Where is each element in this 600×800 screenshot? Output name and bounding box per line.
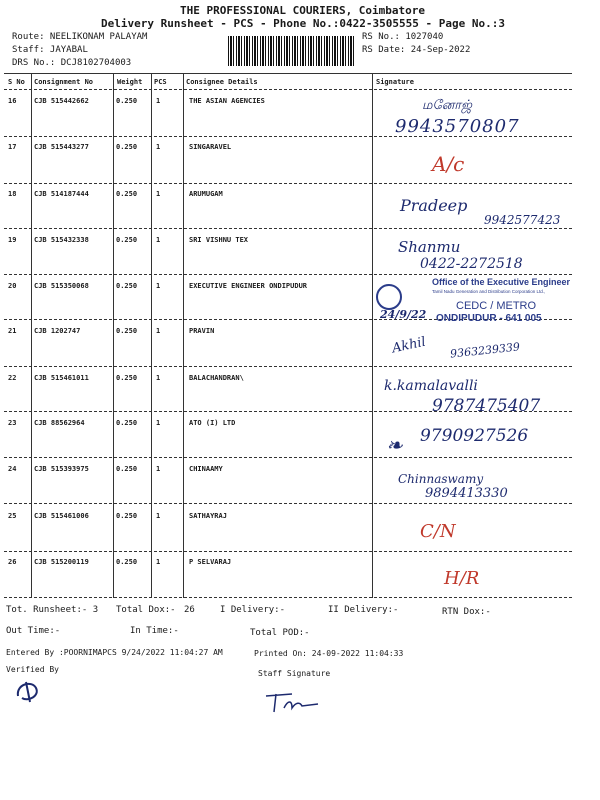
row-pcs: 1 bbox=[156, 465, 161, 473]
col-consignment: Consignment No bbox=[34, 78, 94, 86]
row-consignment: CJB 515350068 bbox=[34, 282, 89, 290]
row-pcs: 1 bbox=[156, 419, 161, 427]
row-divider bbox=[4, 228, 572, 229]
row-sno: 20 bbox=[8, 282, 17, 290]
row-weight: 0.250 bbox=[116, 558, 138, 566]
row-weight: 0.250 bbox=[116, 143, 138, 151]
tot-runsheet: Tot. Runsheet:- 3 bbox=[6, 605, 99, 615]
signature-23-phone: 9790927526 bbox=[420, 426, 529, 446]
company-title: THE PROFESSIONAL COURIERS, Coimbatore bbox=[180, 4, 426, 17]
row-weight: 0.250 bbox=[116, 282, 138, 290]
signature-21-phone: 9363239339 bbox=[449, 340, 521, 361]
seal-icon bbox=[376, 284, 402, 310]
stamp-line-2: Tamil Nadu Generation and Distribution Corporation Ltd., bbox=[432, 289, 546, 294]
row-consignee: P SELVARAJ bbox=[189, 558, 232, 566]
out-time: Out Time:- bbox=[6, 626, 61, 636]
entered-by: Entered By :POORNIMAPCS 9/24/2022 11:04:27 AM bbox=[6, 648, 223, 657]
row-consignment: CJB 515432338 bbox=[34, 236, 89, 244]
verified-by: Verified By bbox=[6, 665, 59, 674]
row-sno: 26 bbox=[8, 558, 17, 566]
row-weight: 0.250 bbox=[116, 97, 138, 105]
row-weight: 0.250 bbox=[116, 190, 138, 198]
col-weight: Weight bbox=[117, 78, 143, 86]
signature-25: C/N bbox=[420, 521, 456, 542]
signature-16-name: மனோஜ் bbox=[422, 98, 472, 113]
row-consignment: CJB 515393975 bbox=[34, 465, 89, 473]
row-consignee: ATO (I) LTD bbox=[189, 419, 236, 427]
row-weight: 0.250 bbox=[116, 327, 138, 335]
col-sno: S No bbox=[8, 78, 25, 86]
signature-19-name: Shanmu bbox=[398, 238, 461, 256]
route: Route: NEELIKONAM PALAYAM bbox=[12, 32, 148, 42]
row-pcs: 1 bbox=[156, 143, 161, 151]
row-weight: 0.250 bbox=[116, 465, 138, 473]
row-pcs: 1 bbox=[156, 282, 161, 290]
row-sno: 25 bbox=[8, 512, 17, 520]
col-rule bbox=[372, 73, 373, 598]
signature-22-phone: 9787475407 bbox=[432, 396, 541, 416]
row-weight: 0.250 bbox=[116, 419, 138, 427]
row-consignee: THE ASIAN AGENCIES bbox=[189, 97, 265, 105]
col-rule bbox=[31, 73, 32, 598]
signature-23-mark-icon: ❧ bbox=[386, 433, 403, 457]
staff-signature-label: Staff Signature bbox=[258, 669, 331, 678]
stamp-line-4: ONDIPUDUR - 641 005 bbox=[436, 313, 542, 324]
col-rule bbox=[183, 73, 184, 598]
ii-delivery: II Delivery:- bbox=[328, 605, 399, 615]
col-signature: Signature bbox=[376, 78, 414, 86]
signature-17: A/c bbox=[432, 152, 465, 176]
in-time: In Time:- bbox=[130, 626, 179, 636]
row-pcs: 1 bbox=[156, 236, 161, 244]
i-delivery: I Delivery:- bbox=[220, 605, 286, 615]
row-weight: 0.250 bbox=[116, 512, 138, 520]
row-consignee: ARUMUGAM bbox=[189, 190, 223, 198]
row-divider bbox=[4, 183, 572, 184]
printed-on: Printed On: 24-09-2022 11:04:33 bbox=[254, 649, 404, 658]
row-divider bbox=[4, 274, 572, 275]
row-consignee: SATHAYRAJ bbox=[189, 512, 227, 520]
col-pcs: PCS bbox=[154, 78, 167, 86]
rs-date: RS Date: 24-Sep-2022 bbox=[362, 45, 471, 55]
row-consignment: CJB 515200119 bbox=[34, 558, 89, 566]
row-consignee: SRI VISHNU TEX bbox=[189, 236, 249, 244]
signature-26: H/R bbox=[444, 568, 480, 589]
total-dox-value: 26 bbox=[184, 605, 195, 615]
header-rule-bottom bbox=[4, 89, 572, 90]
col-rule bbox=[113, 73, 114, 598]
verifier-signature-icon bbox=[12, 676, 48, 706]
row-pcs: 1 bbox=[156, 327, 161, 335]
row-consignment: CJB 515443277 bbox=[34, 143, 89, 151]
row-consignment: CJB 515461006 bbox=[34, 512, 89, 520]
row-pcs: 1 bbox=[156, 374, 161, 382]
row-consignment: CJB 515461011 bbox=[34, 374, 89, 382]
barcode bbox=[228, 36, 356, 66]
row-sno: 18 bbox=[8, 190, 17, 198]
row-consignment: CJB 88562964 bbox=[34, 419, 85, 427]
row-pcs: 1 bbox=[156, 190, 161, 198]
header-rule-top bbox=[4, 73, 572, 74]
row-weight: 0.250 bbox=[116, 236, 138, 244]
total-pod: Total POD:- bbox=[250, 628, 310, 638]
total-dox-label: Total Dox:- bbox=[116, 605, 176, 615]
row-divider bbox=[4, 503, 572, 504]
stamp-line-1: Office of the Executive Engineer bbox=[432, 277, 571, 287]
staff-signature-icon bbox=[262, 688, 322, 716]
row-divider bbox=[4, 457, 572, 458]
stamp-line-3: CEDC / METRO bbox=[456, 300, 537, 312]
row-weight: 0.250 bbox=[116, 374, 138, 382]
row-sno: 19 bbox=[8, 236, 17, 244]
drs-number: DRS No.: DCJ8102704003 bbox=[12, 58, 132, 68]
row-consignment: CJB 515442662 bbox=[34, 97, 89, 105]
signature-16-phone: 9943570807 bbox=[395, 116, 520, 137]
row-pcs: 1 bbox=[156, 558, 161, 566]
row-sno: 21 bbox=[8, 327, 17, 335]
row-consignee: SINGARAVEL bbox=[189, 143, 232, 151]
row-consignee: PRAVIN bbox=[189, 327, 215, 335]
col-rule bbox=[151, 73, 152, 598]
staff: Staff: JAYABAL bbox=[12, 45, 88, 55]
row-consignee: CHINAAMY bbox=[189, 465, 223, 473]
rs-number: RS No.: 1027040 bbox=[362, 32, 444, 42]
row-divider bbox=[4, 597, 572, 598]
rtn-dox: RTN Dox:- bbox=[442, 607, 491, 617]
signature-24-phone: 9894413330 bbox=[425, 486, 508, 501]
row-pcs: 1 bbox=[156, 97, 161, 105]
signature-18-name: Pradeep bbox=[400, 196, 468, 215]
row-consignee: EXECUTIVE ENGINEER ONDIPUDUR bbox=[189, 282, 308, 290]
row-sno: 16 bbox=[8, 97, 17, 105]
signature-18-phone: 9942577423 bbox=[484, 213, 561, 227]
signature-21-name: Akhil bbox=[390, 334, 428, 357]
row-consignment: CJB 1202747 bbox=[34, 327, 81, 335]
row-consignee: BALACHANDRAN\ bbox=[189, 374, 244, 382]
col-consignee: Consignee Details bbox=[186, 78, 258, 86]
row-divider bbox=[4, 551, 572, 552]
row-sno: 17 bbox=[8, 143, 17, 151]
row-sno: 22 bbox=[8, 374, 17, 382]
row-sno: 23 bbox=[8, 419, 17, 427]
row-consignment: CJB 514187444 bbox=[34, 190, 89, 198]
signature-24-name: Chinnaswamy bbox=[398, 472, 484, 486]
row-sno: 24 bbox=[8, 465, 17, 473]
signature-22-name: k.kamalavalli bbox=[384, 378, 478, 394]
row-pcs: 1 bbox=[156, 512, 161, 520]
row-divider bbox=[4, 366, 572, 367]
signature-20-date: 24/9/22 bbox=[380, 308, 427, 321]
runsheet-subtitle: Delivery Runsheet - PCS - Phone No.:0422-3505555 - Page No.:3 bbox=[101, 17, 505, 30]
signature-19-phone: 0422-2272518 bbox=[420, 256, 523, 272]
